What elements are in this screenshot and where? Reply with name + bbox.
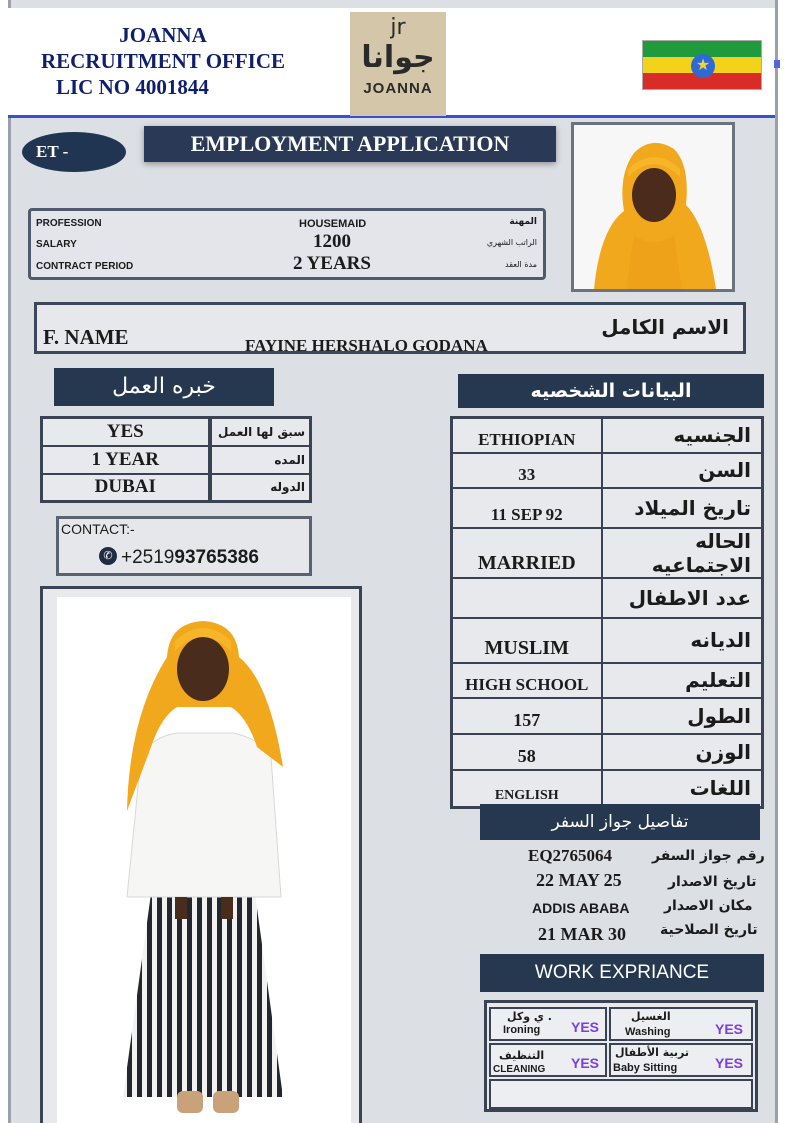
- portrait-photo: [571, 122, 735, 292]
- cleaning-label-ar: التنظيف: [499, 1049, 545, 1062]
- personal-label: الجنسيه: [602, 418, 763, 453]
- office-line-1: JOANNA: [119, 23, 207, 47]
- page-title: EMPLOYMENT APPLICATION: [144, 126, 556, 162]
- experience-value: 1 YEAR: [42, 446, 210, 474]
- reference-badge: ET -: [22, 132, 126, 172]
- issue-place: ADDIS ABABA: [532, 900, 630, 916]
- decorative-dot: [774, 60, 780, 68]
- work-experience-table: [484, 1000, 758, 1112]
- ironing-yes: YES: [571, 1019, 600, 1035]
- personal-label: الحاله الاجتماعيه: [602, 528, 763, 578]
- personal-value: MARRIED: [452, 528, 602, 578]
- personal-value: MUSLIM: [452, 618, 602, 663]
- phone-rest: 93765386: [174, 547, 259, 568]
- contact-label: CONTACT:-: [61, 521, 135, 537]
- ironing-cell: [489, 1007, 607, 1041]
- experience-value: DUBAI: [42, 474, 210, 502]
- table-row: [452, 698, 763, 734]
- logo-arabic: جوانا: [361, 40, 435, 75]
- babysitting-cell: [609, 1043, 753, 1077]
- full-name-label-ar: الاسم الكامل: [601, 315, 729, 339]
- babysitting-yes: YES: [715, 1055, 744, 1071]
- personal-value: 11 SEP 92: [452, 488, 602, 528]
- washing-cell: [609, 1007, 753, 1041]
- phone-prefix: +2519: [121, 547, 175, 568]
- table-row: [452, 618, 763, 663]
- personal-value: 58: [452, 734, 602, 770]
- table-row: [452, 734, 763, 770]
- contract-label-ar: مدة العقد: [505, 260, 537, 269]
- full-body-photo: [57, 597, 351, 1123]
- work-experience-title: WORK EXPRIANCE: [480, 954, 764, 992]
- profession-label: PROFESSION: [36, 218, 102, 229]
- office-name: [18, 22, 308, 100]
- phone-icon: ✆: [99, 547, 117, 565]
- personal-label: التعليم: [602, 663, 763, 698]
- table-row: [42, 446, 311, 474]
- cleaning-yes: YES: [571, 1055, 600, 1071]
- personal-data-title: البيانات الشخصيه: [458, 374, 764, 408]
- license-number: LIC NO 4001844: [56, 75, 209, 99]
- experience-label: الدوله: [210, 474, 311, 502]
- expiry-date-label: تاريخ الصلاحية: [660, 922, 758, 938]
- passport-title: تفاصيل جواز السفر: [480, 804, 760, 840]
- job-info-box: [28, 208, 546, 280]
- personal-label: الديانه: [602, 618, 763, 663]
- table-row: [452, 770, 763, 808]
- salary-value: 1200: [313, 231, 351, 252]
- profession-value: HOUSEMAID: [299, 218, 367, 230]
- table-row: [452, 488, 763, 528]
- table-row: [42, 474, 311, 502]
- personal-label: الطول: [602, 698, 763, 734]
- table-row: [452, 663, 763, 698]
- table-row: [452, 528, 763, 578]
- logo-latin: JOANNA: [363, 80, 433, 97]
- washing-label-ar: الغسيل: [631, 1010, 671, 1023]
- contact-box: [56, 516, 312, 576]
- personal-label: السن: [602, 453, 763, 488]
- table-row: [452, 418, 763, 453]
- experience-label: المده: [210, 446, 311, 474]
- personal-value: HIGH SCHOOL: [452, 663, 602, 698]
- babysitting-label: Baby Sitting: [613, 1062, 678, 1074]
- empty-cell: [489, 1079, 753, 1109]
- full-name-value: FAYINE HERSHALO GODANA: [245, 336, 488, 355]
- joanna-logo: [350, 12, 446, 116]
- cleaning-cell: [489, 1043, 607, 1077]
- full-body-photo-frame: [40, 586, 362, 1123]
- contract-value: 2 YEARS: [293, 253, 371, 274]
- washing-yes: YES: [715, 1021, 744, 1037]
- contract-label: CONTRACT PERIOD: [36, 261, 134, 272]
- issue-date-label: تاريخ الاصدار: [668, 874, 757, 890]
- ironing-label: Ironing: [503, 1024, 541, 1036]
- ethiopia-flag: [642, 40, 762, 90]
- star-emblem-icon: ★: [691, 54, 715, 78]
- experience-table: [40, 416, 312, 503]
- experience-title: خبره العمل: [54, 368, 274, 406]
- phone-number[interactable]: [121, 547, 259, 569]
- issue-date: 22 MAY 25: [536, 870, 622, 890]
- full-name-box: [34, 302, 746, 354]
- expiry-date: 21 MAR 30: [538, 924, 626, 944]
- personal-label: عدد الاطفال: [602, 578, 763, 618]
- ironing-label-ar: ي وكل .: [507, 1010, 552, 1023]
- table-row: [452, 453, 763, 488]
- issue-place-label: مكان الاصدار: [664, 898, 753, 914]
- passport-number-label: رقم جواز السفر: [652, 848, 765, 864]
- experience-value: YES: [42, 418, 210, 446]
- table-row: [452, 578, 763, 618]
- personal-label: تاريخ الميلاد: [602, 488, 763, 528]
- table-row: [42, 418, 311, 446]
- personal-value: 157: [452, 698, 602, 734]
- logo-mark: jr: [390, 15, 406, 40]
- personal-label: اللغات: [602, 770, 763, 808]
- experience-label: سبق لها العمل: [210, 418, 311, 446]
- salary-label: SALARY: [36, 239, 77, 250]
- office-line-2: RECRUITMENT OFFICE: [40, 49, 286, 73]
- personal-data-table: [450, 416, 764, 809]
- personal-label: الوزن: [602, 734, 763, 770]
- babysitting-label-ar: تربية الأطفال: [615, 1046, 690, 1059]
- salary-label-ar: الراتب الشهري: [486, 238, 537, 247]
- washing-label: Washing: [625, 1026, 671, 1038]
- personal-value: ETHIOPIAN: [452, 418, 602, 453]
- profession-label-ar: المهنة: [509, 217, 537, 227]
- personal-value: ENGLISH: [452, 770, 602, 808]
- cleaning-label: CLEANING: [493, 1064, 546, 1075]
- full-name-label: F. NAME: [43, 325, 129, 349]
- personal-value: 33: [452, 453, 602, 488]
- personal-value: [452, 578, 602, 618]
- passport-number: EQ2765064: [528, 846, 613, 865]
